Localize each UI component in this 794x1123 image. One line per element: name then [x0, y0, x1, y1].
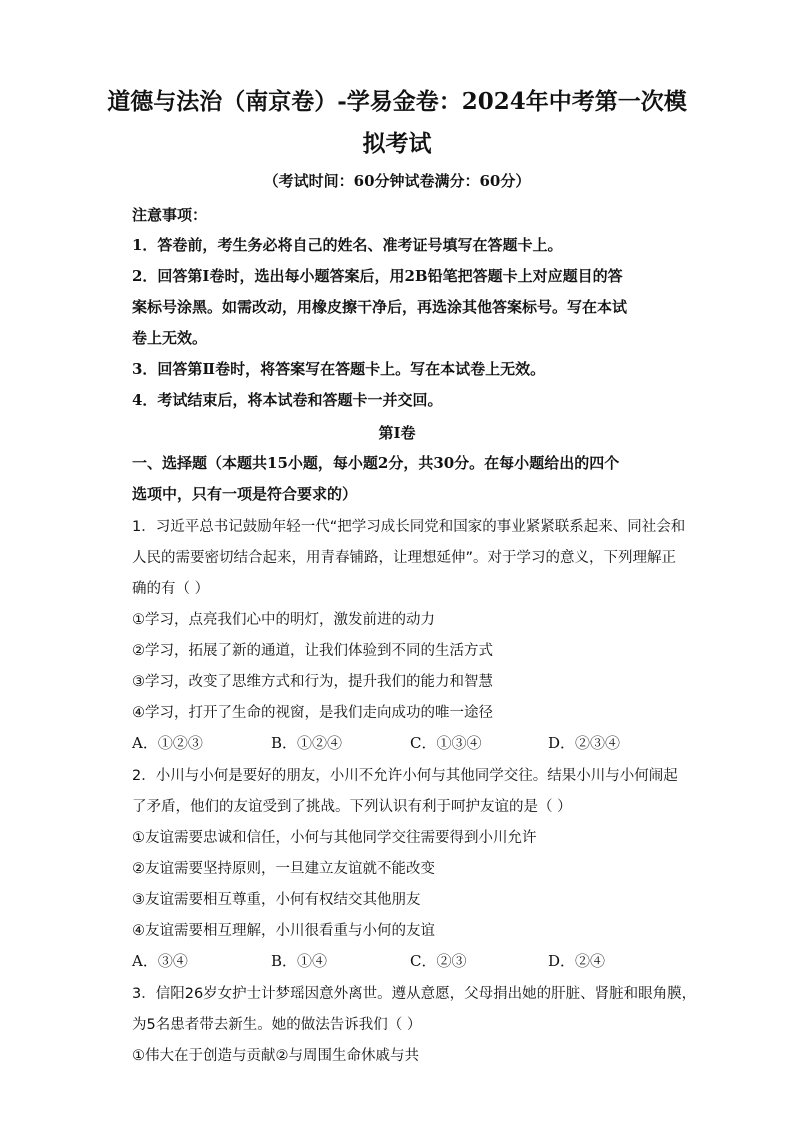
- q1-option-b: B．①②④: [271, 734, 343, 752]
- q1-statement-2: ②学习，拓展了新的通道，让我们体验到不同的生活方式: [132, 643, 493, 659]
- notice-heading: 注意事项：: [132, 206, 208, 224]
- notice-item-4: 4．考试结束后，将本试卷和答题卡一并交回。: [132, 391, 443, 409]
- exam-subtitle: （考试时间：60分钟试卷满分：60分）: [263, 172, 531, 190]
- q2-statement-4: ④友谊需要相互理解，小川很看重与小何的友谊: [132, 923, 435, 939]
- q2-statement-2: ②友谊需要坚持原则，一旦建立友谊就不能改变: [132, 861, 435, 877]
- notice-item-1: 1．答卷前，考生务必将自己的姓名、准考证号填写在答题卡上。: [132, 236, 563, 254]
- notice-item-3: 3．回答第Ⅱ卷时，将答案写在答题卡上。写在本试卷上无效。: [132, 360, 546, 378]
- q1-option-c: C．①③④: [410, 734, 482, 752]
- q2-option-d: D．②④: [548, 952, 606, 970]
- q2-option-c: C．②③: [410, 952, 467, 970]
- q1-statement-3: ③学习，改变了思维方式和行为，提升我们的能力和智慧: [132, 674, 493, 690]
- notice-item-2-line3: 卷上无效。: [132, 329, 208, 347]
- part-heading: 第Ⅰ卷: [378, 424, 416, 442]
- notice-item-2-line2: 案标号涂黑。如需改动，用橡皮擦干净后，再选涂其他答案标号。写在本试: [132, 298, 628, 316]
- q2-stem-line1: 2．小川与小何是要好的朋友，小川不允许小何与其他同学交往。结果小川与小何闹起: [132, 768, 678, 784]
- q1-statement-4: ④学习，打开了生命的视窗，是我们走向成功的唯一途径: [132, 705, 493, 721]
- section-heading-line2: 选项中，只有一项是符合要求的）: [132, 485, 358, 503]
- q1-stem-line1: 1．习近平总书记鼓励年轻一代“把学习成长同党和国家的事业紧紧联系起来、同社会和: [132, 519, 686, 535]
- q1-stem-line3: 确的有（ ）: [132, 581, 210, 597]
- q1-option-d: D．②③④: [548, 734, 621, 752]
- q2-option-a: A．③④: [132, 952, 188, 970]
- q1-statement-1: ①学习，点亮我们心中的明灯，激发前进的动力: [132, 612, 435, 628]
- q3-stem-line2: 为5名患者带去新生。她的做法告诉我们（ ）: [132, 1017, 422, 1033]
- q1-stem-line2: 人民的需要密切结合起来，用青春铺路，让理想延伸”。对于学习的意义，下列理解正: [132, 550, 677, 566]
- q2-option-b: B．①④: [271, 952, 328, 970]
- q2-stem-line2: 了矛盾，他们的友谊受到了挑战。下列认识有利于呵护友谊的是（ ）: [132, 799, 572, 815]
- q1-option-a: A．①②③: [132, 734, 203, 752]
- q2-statement-1: ①友谊需要忠诚和信任，小何与其他同学交往需要得到小川允许: [132, 830, 537, 846]
- q3-statement-1: ①伟大在于创造与贡献②与周围生命休戚与共: [132, 1048, 419, 1064]
- notice-item-2-line1: 2．回答第Ⅰ卷时，选出每小题答案后，用2B铅笔把答题卡上对应题目的答: [132, 267, 623, 285]
- exam-title-line2: 拟考试: [362, 130, 432, 157]
- q3-stem-line1: 3．信阳26岁女护士计梦瑶因意外离世。遵从意愿，父母捐出她的肝脏、肾脏和眼角膜，: [132, 986, 697, 1002]
- exam-title-line1: 道德与法治（南京卷）-学易金卷：2024年中考第一次模: [107, 88, 687, 115]
- section-heading-line1: 一、选择题（本题共15小题，每小题2分，共30分。在每小题给出的四个: [132, 454, 620, 472]
- q2-statement-3: ③友谊需要相互尊重，小何有权结交其他朋友: [132, 892, 421, 908]
